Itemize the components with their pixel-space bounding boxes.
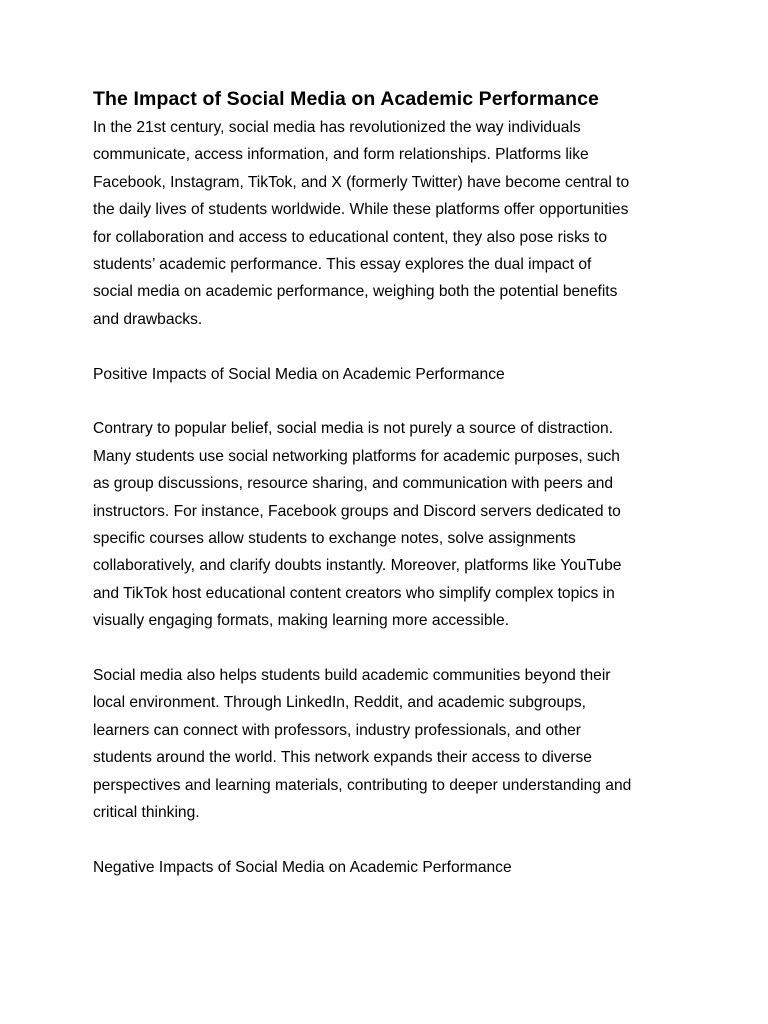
intro-line: In the 21st century, social media has revolutionized the way individuals: [93, 119, 581, 136]
intro-line: the daily lives of students worldwide. While these platforms offer opportunities: [93, 201, 629, 219]
body-line: Many students use social networking platforms for academic purposes, such: [93, 447, 620, 465]
body-line: as group discussions, resource sharing, and communication with peers and: [93, 475, 614, 493]
intro-paragraph: [93, 114, 693, 333]
intro-line: for collaboration and access to educational content, they also pose risks to: [93, 228, 608, 246]
paragraph-spacer: [93, 635, 693, 662]
body-line: local environment. Through LinkedIn, Reddit, and academic subgroups,: [93, 694, 586, 712]
paragraph-spacer: [93, 333, 693, 360]
body-line: learners can connect with professors, industry professionals, and other: [93, 721, 581, 739]
body-line: Contrary to popular belief, social media is not purely a source of distraction.: [93, 420, 614, 438]
body-line: perspectives and learning materials, contributing to deeper understanding and: [93, 776, 632, 794]
section-heading-negative: Negative Impacts of Social Media on Academic Performance: [93, 858, 512, 876]
document-title: The Impact of Social Media on Academic Performance: [93, 88, 600, 110]
body-line: and TikTok host educational content creators who simplify complex topics in: [93, 584, 615, 602]
body-line: Social media also helps students build academic communities beyond their: [93, 667, 611, 685]
body-line: visually engaging formats, making learning more accessible.: [93, 612, 510, 630]
paragraph-spacer: [93, 827, 693, 854]
body-line: critical thinking.: [93, 804, 200, 822]
section-heading-positive: Positive Impacts of Social Media on Academic Performance: [93, 365, 505, 383]
body-line: instructors. For instance, Facebook groups and Discord servers dedicated to: [93, 502, 621, 520]
body-line: collaboratively, and clarify doubts instantly. Moreover, platforms like YouTube: [93, 557, 622, 575]
intro-line: Facebook, Instagram, TikTok, and X (formerly Twitter) have become central to: [93, 173, 630, 191]
paragraph-spacer: [93, 388, 693, 415]
intro-line: students’ academic performance. This essay explores the dual impact of: [93, 256, 592, 274]
body-line: specific courses allow students to exchange notes, solve assignments: [93, 530, 576, 548]
body-line: students around the world. This network expands their access to diverse: [93, 749, 592, 767]
intro-line: communicate, access information, and form relationships. Platforms like: [93, 146, 589, 164]
document-page: [93, 86, 693, 881]
positive-paragraph-2: [93, 662, 693, 826]
intro-line: and drawbacks.: [93, 310, 203, 328]
intro-line: social media on academic performance, weighing both the potential benefits: [93, 283, 618, 301]
positive-paragraph-1: [93, 415, 693, 634]
